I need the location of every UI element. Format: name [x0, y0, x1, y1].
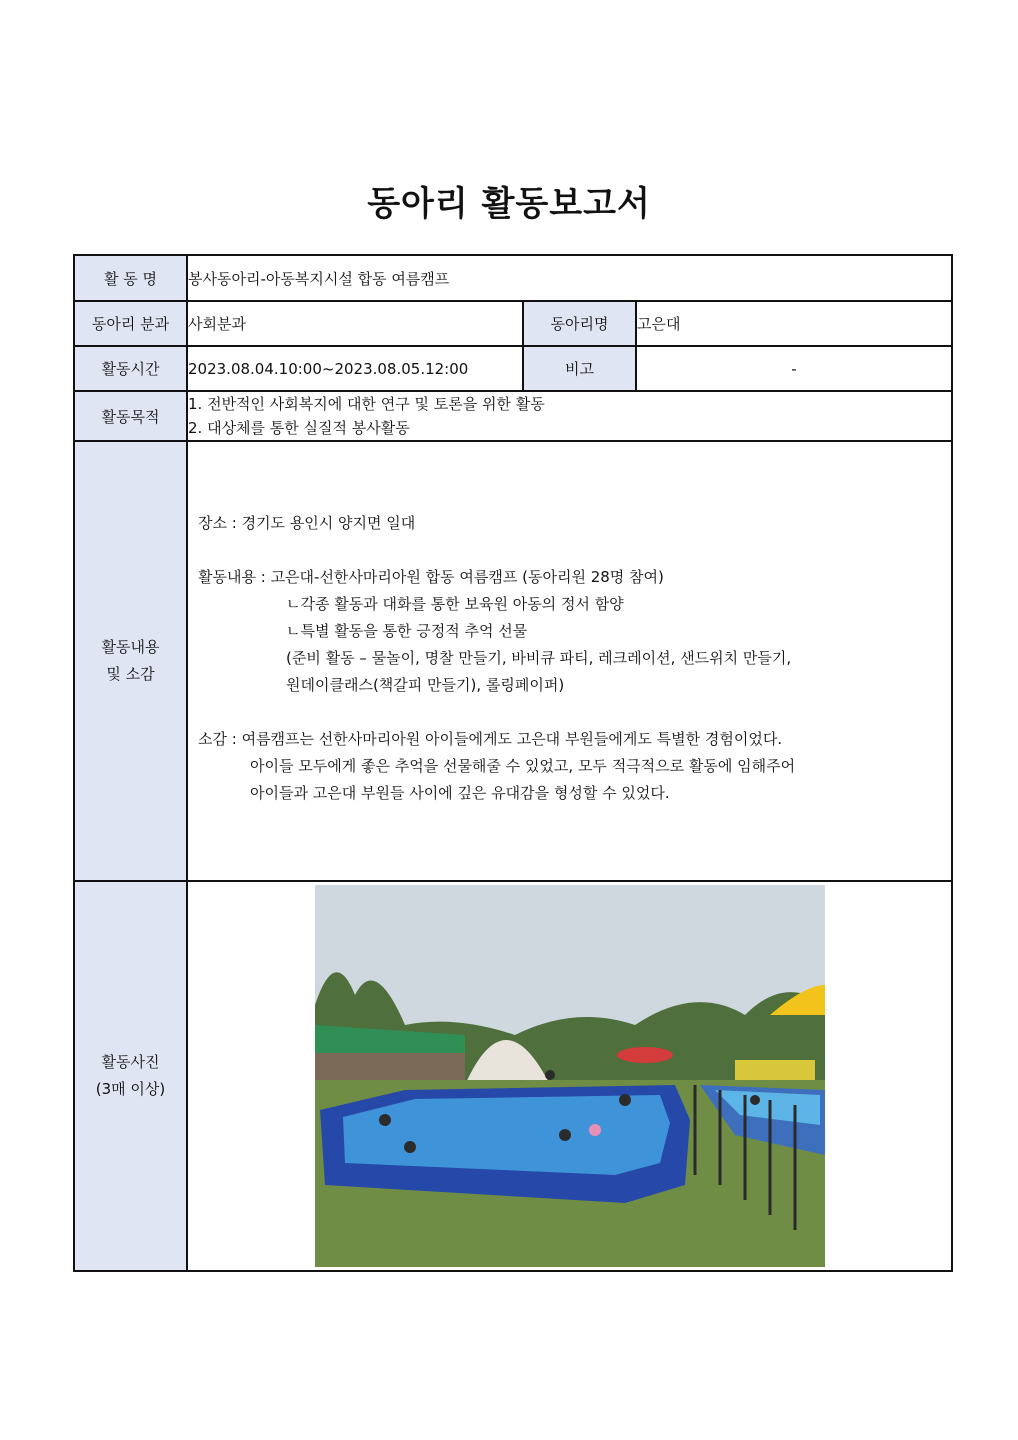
- activity-text-5: 원데이클래스(책갈피 만들기), 롤링페이퍼): [286, 676, 565, 694]
- activity-text-3: ㄴ특별 활동을 통한 긍정적 추억 선물: [286, 622, 528, 640]
- content-body: [187, 441, 952, 881]
- document-title: 동아리 활동보고서: [367, 184, 651, 224]
- activity-name-label: 활 동 명: [74, 255, 187, 301]
- photos-label: [74, 881, 187, 1271]
- time-value: 2023.08.04.10:00~2023.08.05.12:00: [187, 346, 523, 391]
- row-content: [74, 441, 952, 881]
- place-key: 장소 :: [198, 514, 242, 532]
- activity-photo: [315, 885, 825, 1267]
- row-division: [74, 301, 952, 346]
- row-photos: [74, 881, 952, 1271]
- row-activity-name: [74, 255, 952, 301]
- division-label: 동아리 분과: [74, 301, 187, 346]
- review-text-2: 아이들 모두에게 좋은 추억을 선물해줄 수 있었고, 모두 적극적으로 활동에 임해주어: [250, 757, 796, 775]
- division-value: 사회분과: [187, 301, 523, 346]
- photo-cell: [187, 881, 952, 1271]
- content-label-line1: 활동내용: [101, 638, 160, 656]
- report-table: [73, 254, 953, 1272]
- content-label: [74, 441, 187, 881]
- purpose-value: [187, 391, 952, 441]
- note-label: 비고: [523, 346, 636, 391]
- activity-line-1: [198, 564, 951, 591]
- review-text-1: 여름캠프는 선한사마리아원 아이들에게도 고은대 부원들에게도 특별한 경험이었다.: [241, 730, 783, 748]
- photos-label-line1: 활동사진: [101, 1053, 160, 1071]
- place-line: [198, 510, 951, 537]
- activity-text-1: 고은대-선한사마리아원 합동 여름캠프 (동아리원 28명 참여): [270, 568, 664, 586]
- content-label-line2: 및 소감: [106, 665, 155, 683]
- purpose-line-1: 1. 전반적인 사회복지에 대한 연구 및 토론을 위한 활동: [188, 395, 545, 413]
- review-key: 소감 :: [198, 730, 242, 748]
- row-time: [74, 346, 952, 391]
- purpose-line-2: 2. 대상체를 통한 실질적 봉사활동: [188, 419, 410, 437]
- review-line-1: [198, 726, 951, 753]
- activity-name-value: 봉사동아리-아동복지시설 합동 여름캠프: [187, 255, 952, 301]
- place-value: 경기도 용인시 양지면 일대: [241, 514, 416, 532]
- purpose-label: 활동목적: [74, 391, 187, 441]
- row-purpose: [74, 391, 952, 441]
- pool-scene-illustration: [315, 885, 825, 1267]
- club-name-label: 동아리명: [523, 301, 636, 346]
- activity-key: 활동내용 :: [198, 568, 271, 586]
- activity-text-2: ㄴ각종 활동과 대화를 통한 보육원 아동의 정서 함양: [286, 595, 624, 613]
- review-text-3: 아이들과 고은대 부원들 사이에 깊은 유대감을 형성할 수 있었다.: [250, 784, 670, 802]
- note-value: -: [636, 346, 952, 391]
- time-label: 활동시간: [74, 346, 187, 391]
- club-name-value: 고은대: [636, 301, 952, 346]
- activity-text-4: (준비 활동 – 물놀이, 명찰 만들기, 바비큐 파티, 레크레이션, 샌드위치 만들기,: [286, 649, 792, 667]
- photos-label-line2: (3매 이상): [95, 1080, 166, 1098]
